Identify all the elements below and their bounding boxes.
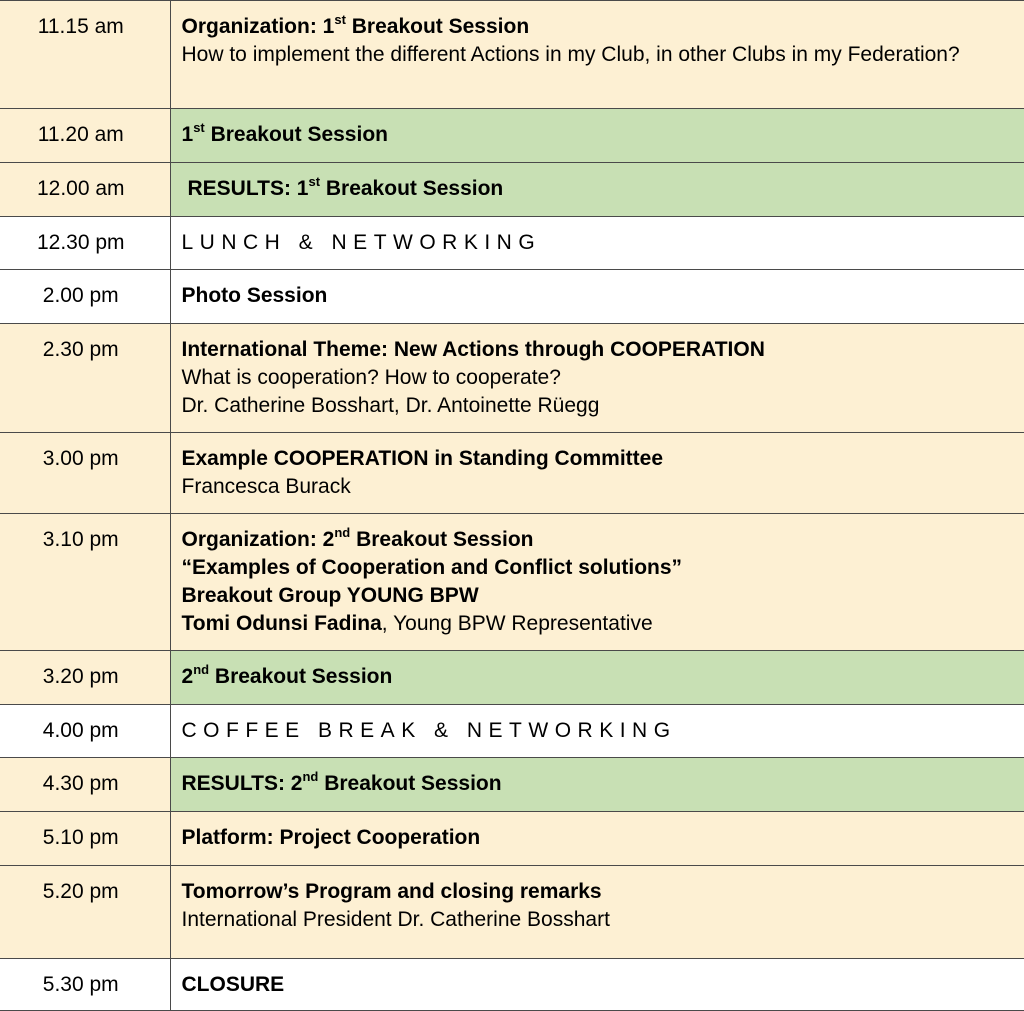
table-row [0,324,1024,433]
session-title: RESULTS: 2nd Breakout Session [181,769,502,795]
session-title: Tomorrow’s Program and closing remarks [181,880,602,903]
session-title: Organization: 1st Breakout Session [181,12,530,38]
table-row [0,1,1024,109]
session-title: Platform: Project Cooperation [181,826,481,849]
table-row [0,866,1024,959]
session-title: Example COOPERATION in Standing Committee [181,447,664,470]
session-title: International Theme: New Actions through COOPERATION [181,338,765,361]
session-speakers: Tomi Odunsi Fadina, Young BPW Representative [181,612,653,635]
session-cell [170,109,1024,163]
break-label: COFFEE BREAK & NETWORKING [181,719,677,742]
time-cell: 4.00 pm [0,705,170,758]
time-cell: 2.00 pm [0,270,170,324]
break-label: LUNCH & NETWORKING [181,231,542,254]
time-cell: 2.30 pm [0,324,170,433]
table-row [0,812,1024,866]
table-row [0,651,1024,705]
session-title: Photo Session [181,284,328,307]
time-cell: 3.10 pm [0,514,170,651]
table-row [0,217,1024,270]
session-title: 2nd Breakout Session [181,662,393,688]
session-cell [170,217,1024,270]
time-cell: 4.30 pm [0,758,170,812]
time-cell: 11.20 am [0,109,170,163]
time-cell: 3.00 pm [0,433,170,514]
table-row [0,163,1024,217]
session-cell [170,163,1024,217]
session-subtitle: “Examples of Cooperation and Conflict solutions” [181,556,683,579]
session-cell [170,812,1024,866]
table-row [0,758,1024,812]
session-speakers: Francesca Burack [181,475,351,498]
session-group: Breakout Group YOUNG BPW [181,584,479,607]
session-cell [170,433,1024,514]
session-title: CLOSURE [181,973,285,996]
session-title: Organization: 2nd Breakout Session [181,525,534,551]
table-row [0,705,1024,758]
time-cell: 5.30 pm [0,959,170,1011]
session-cell [170,651,1024,705]
table-row [0,514,1024,651]
session-speakers: International President Dr. Catherine Bosshart [181,908,610,931]
table-row [0,433,1024,514]
session-cell [170,514,1024,651]
time-cell: 3.20 pm [0,651,170,705]
table-row [0,109,1024,163]
time-cell: 5.20 pm [0,866,170,959]
time-cell: 11.15 am [0,1,170,109]
session-title: RESULTS: 1st Breakout Session [187,174,504,200]
session-speakers: Dr. Catherine Bosshart, Dr. Antoinette Rüegg [181,394,600,417]
time-cell: 12.30 pm [0,217,170,270]
time-cell: 12.00 am [0,163,170,217]
table-row [0,959,1024,1011]
session-cell [170,866,1024,959]
session-title: 1st Breakout Session [181,120,388,146]
session-description: What is cooperation? How to cooperate? [181,366,561,389]
session-cell [170,959,1024,1011]
session-description: How to implement the different Actions in my Club, in other Clubs in my Federation? [181,43,960,66]
session-cell [170,324,1024,433]
session-cell [170,758,1024,812]
session-cell [170,1,1024,109]
session-cell [170,270,1024,324]
table-row [0,270,1024,324]
session-cell [170,705,1024,758]
time-cell: 5.10 pm [0,812,170,866]
